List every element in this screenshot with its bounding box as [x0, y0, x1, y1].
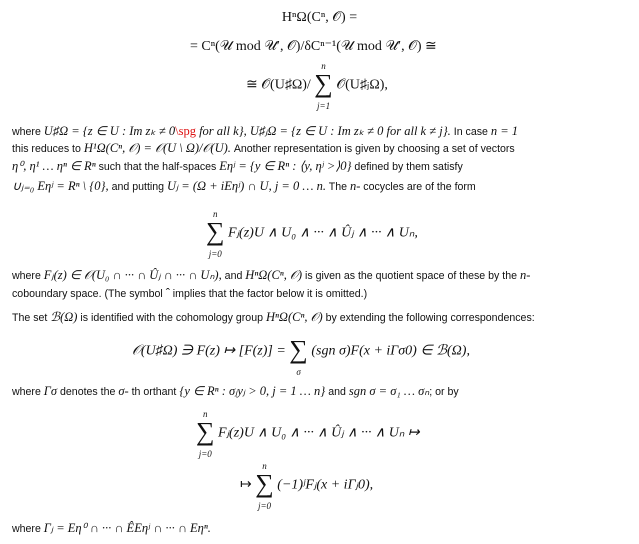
paragraph-line: [12, 141, 632, 156]
summation-symbol: n ∑ j=0: [255, 461, 274, 511]
sum-upper-limit: n: [262, 461, 267, 471]
equation-text: ↦: [240, 477, 252, 493]
math-run: n-: [519, 268, 531, 282]
equation-text: HⁿΩ(Cⁿ, 𝒪) =: [281, 10, 358, 25]
math-run: H¹Ω(Cⁿ, 𝒪) = 𝒪(U \ Ω)/𝒪(U).: [83, 141, 231, 155]
text-run: by extending the following correspondences:: [322, 312, 535, 324]
paragraph-line: [12, 268, 632, 283]
equation-text: ≅ 𝒪(U♯Ω)/: [246, 77, 311, 93]
sum-lower-limit: j=0: [198, 449, 212, 459]
summation-symbol: n ∑ j=0: [206, 209, 225, 259]
text-run: where: [12, 270, 44, 282]
math-run: U♯Ω = {z ∈ U : Im zₖ ≠ 0: [43, 124, 176, 138]
text-run: Another representation is given by choosing a set of vectors: [230, 143, 515, 155]
text-run: where: [12, 386, 44, 398]
math-run: ℬ(Ω): [50, 310, 78, 324]
text-run: and putting: [108, 181, 167, 193]
math-run: Γσ: [43, 384, 58, 398]
sum-lower-limit: σ: [296, 367, 301, 377]
sum-upper-limit: n: [321, 61, 326, 71]
text-run: ; or by: [429, 386, 459, 398]
text-run: this reduces to: [12, 143, 84, 155]
equation-text: Fⱼ(z)U ∧ U₀ ∧ ··· ∧ Ûⱼ ∧ ··· ∧ Uₙ ↦: [218, 425, 420, 441]
text-run: The set: [12, 312, 51, 324]
equation-line-2: [190, 38, 630, 55]
math-run: HⁿΩ(Cⁿ, 𝒪): [245, 268, 303, 282]
paragraph-line: [12, 286, 632, 301]
text-run: defined by them satisfy: [351, 161, 463, 173]
text-run: implies that the factor below it is omitted.): [169, 288, 368, 300]
text-run: is identified with the cohomology group: [77, 312, 266, 324]
text-run: such that the half-spaces: [95, 161, 220, 173]
text-run: coboundary space. (The symbol: [12, 288, 166, 300]
summation-symbol: ∑ σ: [289, 335, 308, 377]
text-run: and: [221, 270, 246, 282]
equation-line-1: [0, 10, 639, 26]
math-run: for all k}, U♯ⱼΩ = {z ∈ U : Im zₖ ≠ 0 for all k ≠ j}.: [195, 124, 451, 138]
math-run: Fⱼ(z) ∈ 𝒪(U₀ ∩ ··· ∩ Ûⱼ ∩ ··· ∩ Uₙ),: [43, 268, 222, 282]
equation-text: = Cⁿ(𝒰 mod 𝒰′, 𝒪)/δCⁿ⁻¹(𝒰 mod 𝒰′, 𝒪) ≅: [190, 39, 437, 54]
equation-text: (sgn σ)F(x + iΓσ0) ∈ ℬ(Ω),: [311, 343, 470, 359]
sum-lower-limit: j=1: [317, 101, 331, 111]
error-macro: \spg: [175, 124, 196, 138]
paragraph-line: [12, 384, 632, 399]
text-run: In case: [450, 126, 491, 138]
map-equation-line-1: [196, 409, 626, 459]
equation-text: (−1)ʲFⱼ(x + iΓⱼ0),: [277, 477, 374, 493]
text-run: denotes the: [57, 386, 119, 398]
paragraph-line: [12, 159, 632, 174]
paragraph-line: [12, 124, 632, 139]
sum-upper-limit: n: [213, 209, 218, 219]
paragraph-line: [12, 521, 632, 536]
map-equation-line-2: [240, 461, 630, 511]
math-run: Γⱼ = Eη⁰ ∩ ··· ∩ ÊEηʲ ∩ ··· ∩ Eηⁿ.: [43, 521, 211, 535]
summation-symbol: n ∑ j=0: [196, 409, 215, 459]
math-run: Eηʲ = {y ∈ Rⁿ : ⟨y, ηʲ >⟩0}: [219, 159, 352, 173]
cocycle-equation: [206, 209, 626, 259]
equation-text: Fⱼ(z)U ∧ U₀ ∧ ··· ∧ Ûⱼ ∧ ··· ∧ Uₙ,: [228, 225, 418, 241]
sum-lower-limit: j=0: [257, 501, 272, 511]
text-run: and: [325, 386, 349, 398]
math-run: ∪ⱼ₌₀ Eηʲ = Rⁿ \ {0},: [12, 179, 109, 193]
text-run: where: [12, 126, 44, 138]
correspondence-equation: [132, 335, 632, 377]
text-run: th orthant: [128, 386, 180, 398]
math-run: n-: [349, 179, 361, 193]
sum-upper-limit: n: [203, 409, 208, 419]
hat-symbol: ˆ: [165, 286, 170, 300]
text-run: is given as the quotient space of these by the: [302, 270, 520, 282]
equation-text: 𝒪(U♯Ω) ∋ F(z) ↦ [F(z)] =: [132, 343, 286, 359]
text-run: where: [12, 523, 44, 535]
math-run: Uⱼ = (Ω + iEηʲ) ∩ U, j = 0 … n.: [166, 179, 326, 193]
equation-text: 𝒪(U♯ⱼΩ),: [336, 77, 388, 93]
text-run: cocycles are of the form: [360, 181, 476, 193]
paragraph-line: [12, 310, 632, 325]
math-run: {y ∈ Rⁿ : σⱼyⱼ > 0, j = 1 … n}: [179, 384, 326, 398]
sum-lower-limit: j=0: [208, 249, 222, 259]
text-run: The: [325, 181, 350, 193]
equation-line-3: [246, 61, 636, 111]
math-run: HⁿΩ(Cⁿ, 𝒪): [265, 310, 323, 324]
math-run: n = 1: [490, 124, 519, 138]
math-run: σ-: [118, 384, 129, 398]
math-run: η⁰, η¹ … ηⁿ ∈ Rⁿ: [12, 159, 96, 173]
math-run: sgn σ = σ₁ … σₙ: [348, 384, 430, 398]
paragraph-line: [12, 179, 632, 194]
summation-symbol: n ∑ j=1: [314, 61, 333, 111]
